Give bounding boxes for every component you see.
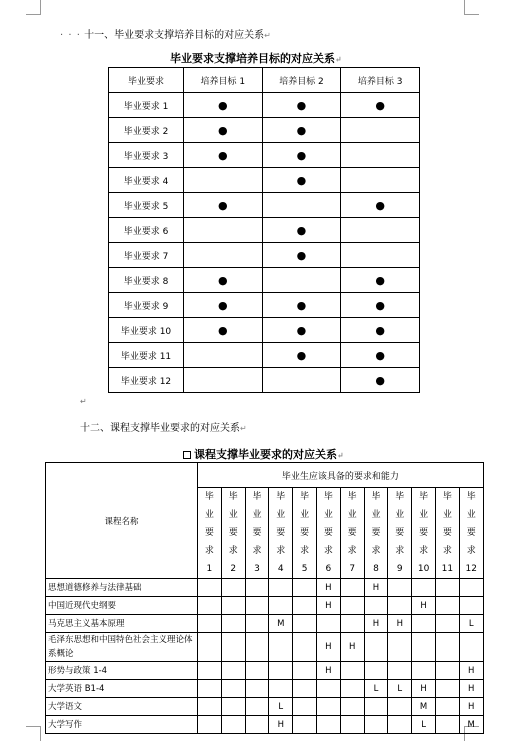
requirement-header-char: 业 [204,510,214,520]
support-dot-icon: ● [218,323,228,337]
course-name: 马克思主义基本原理 [46,615,198,633]
heading-prefix: · · · [60,30,81,41]
support-level-cell [198,615,222,633]
support-level-cell [293,698,317,716]
support-cell [184,293,263,318]
support-level-cell [364,698,388,716]
requirement-name: 毕业要求 1 [109,93,184,118]
requirement-header-char: 毕 [419,492,429,502]
support-level-cell: L [388,680,412,698]
requirement-header-char: 3 [254,564,260,574]
support-dot-icon: ● [218,298,228,312]
course-name-header: 课程名称 [46,463,198,579]
support-dot-icon: ● [218,148,228,162]
section-12-heading [80,419,247,434]
table-row [109,243,420,268]
support-dot-icon: ● [296,173,307,187]
support-level-cell: H [412,680,436,698]
support-level-cell [435,698,459,716]
support-level-cell [198,662,222,680]
support-cell [262,243,341,268]
paragraph-mark: ↵ [80,397,87,406]
support-dot-icon: ● [296,98,307,112]
requirement-header-cell [221,488,245,579]
support-level-cell [293,579,317,597]
table-header-cell: 培养目标 2 [262,68,341,93]
table-row [46,680,484,698]
support-level-cell [388,633,412,662]
support-level-cell: M [459,716,483,734]
requirement-header-char: 要 [442,528,452,538]
support-cell [262,293,341,318]
requirement-header-char: 求 [276,546,286,556]
support-cell [184,318,263,343]
support-level-cell [340,716,364,734]
requirement-name: 毕业要求 12 [109,368,184,393]
paragraph-mark: ↵ [335,54,342,64]
requirement-header-char: 5 [301,564,308,574]
requirement-header-char: 要 [419,528,429,538]
table-header-row [46,463,484,488]
support-level-cell [221,579,245,597]
requirement-header-char: 要 [276,528,286,538]
support-level-cell [293,680,317,698]
requirement-header-char: 毕 [204,492,214,502]
support-level-cell [388,716,412,734]
table-row [109,218,420,243]
support-level-cell [435,680,459,698]
support-level-cell [245,633,269,662]
support-level-cell [269,579,293,597]
requirement-name: 毕业要求 3 [109,143,184,168]
support-cell [184,143,263,168]
table-2-caption-text: 课程支撑毕业要求的对应关系 [194,448,337,461]
support-level-cell [388,662,412,680]
support-cell [262,168,341,193]
requirement-header-char: 毕 [323,492,333,502]
support-dot-icon: ● [296,148,307,162]
support-dot-icon: ● [296,323,307,337]
support-level-cell [316,615,340,633]
support-level-cell [435,716,459,734]
support-level-cell: H [316,633,340,662]
requirement-header-char: 11 [441,564,454,574]
support-cell [262,143,341,168]
table-row [46,698,484,716]
crop-mark-bottom-left [26,726,41,741]
table-row [109,93,420,118]
support-level-cell [316,698,340,716]
support-level-cell [340,597,364,615]
support-level-cell [293,662,317,680]
section-11-title: 十一、毕业要求支撑培养目标的对应关系 [84,30,265,41]
requirement-name: 毕业要求 9 [109,293,184,318]
support-level-cell: H [316,597,340,615]
support-level-cell [269,680,293,698]
support-level-cell [293,597,317,615]
requirement-name: 毕业要求 6 [109,218,184,243]
requirement-header-char: 要 [228,528,238,538]
support-level-cell [245,615,269,633]
support-cell [184,368,263,393]
support-level-cell [340,662,364,680]
requirement-header-cell [269,488,293,579]
requirement-name: 毕业要求 10 [109,318,184,343]
support-dot-icon: ● [375,98,385,112]
requirement-header-char: 毕 [395,492,405,502]
requirement-header-cell [198,488,222,579]
requirement-header-char: 要 [300,528,310,538]
requirement-header-cell [364,488,388,579]
requirement-name: 毕业要求 5 [109,193,184,218]
support-level-cell [412,615,436,633]
course-name: 形势与政策 1-4 [46,662,198,680]
requirement-name: 毕业要求 7 [109,243,184,268]
table-header-cell: 培养目标 3 [341,68,420,93]
requirement-header-cell [435,488,459,579]
support-level-cell [412,633,436,662]
course-name: 中国近现代史纲要 [46,597,198,615]
table-row [46,633,484,662]
course-name: 大学英语 B1-4 [46,680,198,698]
support-level-cell: L [412,716,436,734]
support-level-cell [364,597,388,615]
support-cell [184,268,263,293]
requirement-header-char: 求 [466,546,476,556]
support-cell [341,343,420,368]
checkbox-icon [183,451,191,459]
requirement-name: 毕业要求 11 [109,343,184,368]
table-row [109,293,420,318]
support-level-cell [198,597,222,615]
support-level-cell [435,597,459,615]
requirement-header-char: 要 [204,528,214,538]
support-level-cell [340,680,364,698]
support-level-cell [221,716,245,734]
table-row [46,579,484,597]
requirement-header-char: 要 [347,528,357,538]
requirement-header-char: 8 [373,564,379,574]
support-dot-icon: ● [296,123,307,137]
support-level-cell [459,633,483,662]
table-row [109,268,420,293]
support-level-cell: H [364,615,388,633]
crop-mark-top-left [26,0,41,15]
requirement-header-char: 毕 [300,492,310,502]
requirement-header-char: 业 [419,510,429,520]
support-dot-icon: ● [375,348,385,362]
requirement-header-char: 业 [276,510,286,520]
support-dot-icon: ● [218,98,228,112]
requirement-header-cell [412,488,436,579]
support-dot-icon: ● [296,298,307,312]
support-level-cell [316,716,340,734]
support-cell [262,268,341,293]
requirement-header-char: 求 [442,546,452,556]
support-dot-icon: ● [375,323,385,337]
requirement-header-char: 12 [465,564,477,574]
support-level-cell [388,579,412,597]
requirement-header-char: 业 [371,510,381,520]
requirement-header-char: 毕 [347,492,357,502]
support-cell [341,143,420,168]
requirement-header-char: 毕 [371,492,381,502]
table-1-caption-text: 毕业要求支撑培养目标的对应关系 [170,52,335,65]
support-level-cell [245,716,269,734]
requirement-header-char: 6 [325,564,332,574]
requirement-header-char: 求 [395,546,405,556]
support-level-cell [221,633,245,662]
support-level-cell [221,680,245,698]
paragraph-mark: ↵ [337,450,344,460]
requirement-header-char: 业 [300,510,310,520]
support-dot-icon: ● [375,273,385,287]
course-name: 大学语文 [46,698,198,716]
table-1-caption [170,50,342,66]
support-level-cell [459,597,483,615]
support-level-cell: L [459,615,483,633]
requirement-header-char: 求 [228,546,238,556]
support-cell [184,118,263,143]
course-name: 思想道德修养与法律基础 [46,579,198,597]
support-cell [184,218,263,243]
support-level-cell: H [412,597,436,615]
support-level-cell: H [316,662,340,680]
support-dot-icon: ● [375,373,385,387]
table-header-row [109,68,420,93]
crop-mark-top-right [464,0,479,15]
requirement-header-char: 业 [228,510,238,520]
support-cell [184,168,263,193]
support-level-cell [340,579,364,597]
requirement-header-char: 1 [206,564,213,574]
requirements-objectives-table [108,67,420,393]
support-level-cell: H [459,662,483,680]
support-cell [341,318,420,343]
requirement-header-char: 9 [396,564,403,574]
requirement-header-char: 10 [417,564,430,574]
support-level-cell: H [388,615,412,633]
requirement-header-char: 要 [323,528,333,538]
support-level-cell: H [364,579,388,597]
support-level-cell [221,698,245,716]
table-row [109,343,420,368]
ability-header: 毕业生应该具备的要求和能力 [198,463,484,488]
requirement-header-char: 求 [323,546,333,556]
support-cell [184,243,263,268]
table-row [109,143,420,168]
support-level-cell [293,615,317,633]
requirement-header-char: 要 [252,528,262,538]
support-level-cell [340,615,364,633]
requirement-header-char: 2 [230,564,237,574]
requirement-header-char: 业 [395,510,405,520]
support-level-cell: H [316,579,340,597]
table-row [109,368,420,393]
support-cell [341,168,420,193]
table-2-caption [183,446,344,462]
support-cell [341,218,420,243]
support-cell [184,343,263,368]
support-cell [341,243,420,268]
paragraph-mark: ↵ [264,31,271,40]
support-level-cell [221,615,245,633]
requirement-header-char: 要 [395,528,405,538]
requirement-name: 毕业要求 8 [109,268,184,293]
support-cell [184,93,263,118]
requirement-header-char: 业 [252,510,262,520]
support-level-cell [412,579,436,597]
requirement-header-char: 毕 [228,492,238,502]
table-row [46,597,484,615]
support-cell [262,218,341,243]
requirement-header-char: 毕 [252,492,262,502]
requirement-header-char: 求 [204,546,214,556]
support-level-cell [316,680,340,698]
support-cell [262,118,341,143]
requirement-header-char: 毕 [276,492,286,502]
support-level-cell [221,597,245,615]
support-dot-icon: ● [296,223,307,237]
support-level-cell [245,698,269,716]
support-level-cell [293,633,317,662]
table-header-cell: 培养目标 1 [184,68,263,93]
support-level-cell [245,680,269,698]
support-level-cell [269,597,293,615]
support-level-cell [245,662,269,680]
support-cell [262,318,341,343]
requirement-header-char: 要 [371,528,381,538]
support-level-cell [198,680,222,698]
support-level-cell [269,633,293,662]
support-level-cell: H [459,680,483,698]
support-dot-icon: ● [296,348,307,362]
table-row [109,193,420,218]
support-cell [341,118,420,143]
support-level-cell: L [269,698,293,716]
support-cell [341,93,420,118]
requirement-header-char: 要 [466,528,476,538]
requirement-header-char: 毕 [466,492,476,502]
support-level-cell: H [269,716,293,734]
table-row [46,662,484,680]
support-level-cell [198,698,222,716]
support-level-cell [364,633,388,662]
support-level-cell [340,698,364,716]
support-level-cell [364,662,388,680]
support-level-cell [435,615,459,633]
support-level-cell [388,698,412,716]
support-level-cell [269,662,293,680]
requirement-header-cell [293,488,317,579]
support-dot-icon: ● [218,273,228,287]
paragraph-mark: ↵ [240,424,247,433]
support-level-cell [221,662,245,680]
requirement-header-cell [245,488,269,579]
support-dot-icon: ● [375,198,385,212]
support-dot-icon: ● [218,198,228,212]
requirement-header-char: 毕 [442,492,452,502]
requirement-header-char: 求 [419,546,429,556]
support-level-cell [435,662,459,680]
support-level-cell [245,597,269,615]
support-dot-icon: ● [218,123,228,137]
requirement-header-char: 业 [442,510,452,520]
requirement-header-char: 求 [347,546,357,556]
requirement-header-char: 4 [277,564,284,574]
support-level-cell [198,579,222,597]
requirement-header-char: 求 [252,546,262,556]
support-cell [341,368,420,393]
support-cell [262,368,341,393]
table-row [46,716,484,734]
support-cell [341,193,420,218]
support-cell [262,193,341,218]
course-name: 大学写作 [46,716,198,734]
support-level-cell: H [340,633,364,662]
support-level-cell [388,597,412,615]
table-row [109,168,420,193]
support-level-cell [293,716,317,734]
support-level-cell [364,716,388,734]
requirement-header-char: 求 [371,546,381,556]
support-level-cell [198,633,222,662]
requirement-name: 毕业要求 4 [109,168,184,193]
support-dot-icon: ● [296,248,307,262]
support-level-cell: H [459,698,483,716]
requirement-header-char: 业 [323,510,333,520]
support-level-cell [198,716,222,734]
support-level-cell: L [364,680,388,698]
support-dot-icon: ● [375,298,385,312]
requirement-name: 毕业要求 2 [109,118,184,143]
requirement-header-cell [316,488,340,579]
section-12-title: 十二、课程支撑毕业要求的对应关系 [80,423,240,434]
support-level-cell: M [412,698,436,716]
requirement-header-char: 业 [466,510,476,520]
course-name: 毛泽东思想和中国特色社会主义理论体系概论 [46,633,198,662]
requirement-header-char: 业 [347,510,357,520]
table-header-cell: 毕业要求 [109,68,184,93]
requirement-header-cell [388,488,412,579]
support-level-cell: M [269,615,293,633]
table-row [46,615,484,633]
section-11-heading [60,26,271,41]
support-level-cell [435,579,459,597]
requirement-header-cell [340,488,364,579]
support-cell [341,293,420,318]
table-row [109,318,420,343]
support-cell [262,93,341,118]
support-level-cell [435,633,459,662]
support-level-cell [459,579,483,597]
support-level-cell [412,662,436,680]
support-cell [184,193,263,218]
support-level-cell [245,579,269,597]
support-cell [341,268,420,293]
courses-requirements-table [45,462,484,734]
requirement-header-char: 7 [349,564,356,574]
requirement-header-char: 求 [300,546,310,556]
table-row [109,118,420,143]
requirement-header-cell [459,488,483,579]
support-cell [262,343,341,368]
